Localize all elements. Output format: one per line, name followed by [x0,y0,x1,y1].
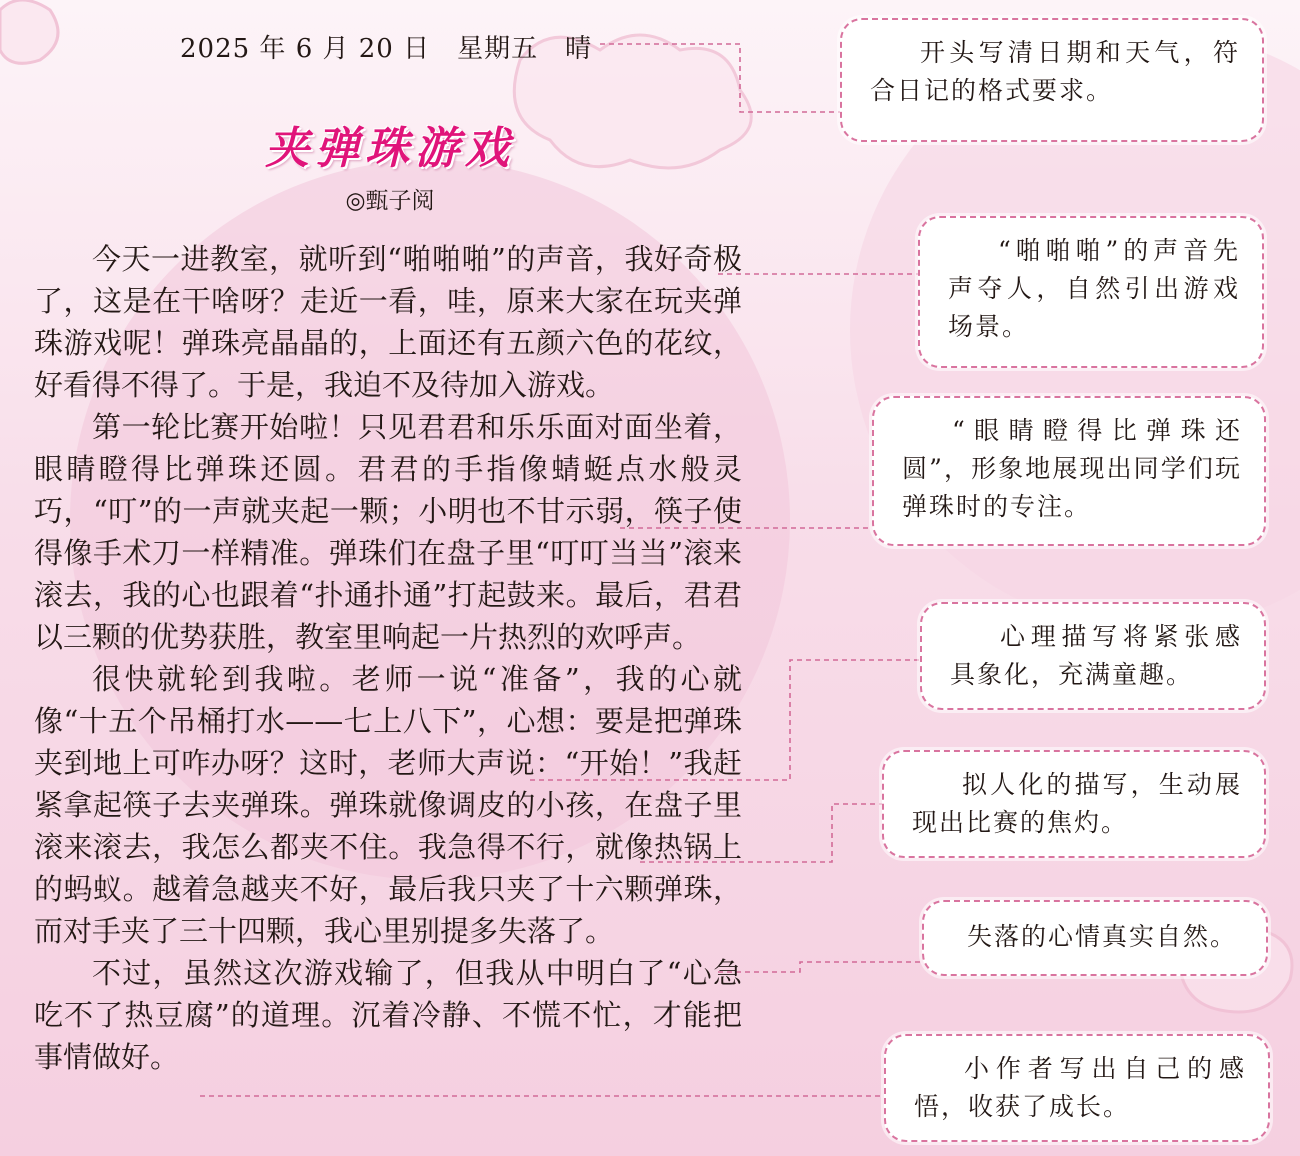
connector-disappointment [718,962,922,972]
diary-paragraph: 很快就轮到我啦。老师一说“准备”，我的心就像“十五个吊桶打水——七上八下”，心想：要是把弹珠夹到地上可咋办呀？这时，老师大声说：“开始！”我赶紧拿起筷子去夹弹珠。弹珠就像调皮的小孩，在盘子里滚来滚去，我怎么都夹不住。我急得不行，就像热锅上的蚂蚁。越着急越夹不好，最后我只夹了十六颗弹珠，而对手夹了三十四颗，我心里别提多失落了。 [34,662,742,948]
annotation-sound [918,216,1264,368]
annotation-text: 拟人化的描写，生动展现出比赛的焦灼。 [912,770,1242,837]
diary-title: 夹弹珠游戏 [265,123,515,174]
annotation-psychology [920,602,1266,710]
annotation-text: 开头写清日期和天气，符合日记的格式要求。 [870,38,1240,105]
annotation-text: 小作者写出自己的感悟，收获了成长。 [914,1054,1246,1121]
diary-paragraph: 第一轮比赛开始啦！只见君君和乐乐面对面坐着，眼睛瞪得比弹珠还圆。君君的手指像蜻蜓点水般灵巧，“叮”的一声就夹起一颗；小明也不甘示弱，筷子使得像手术刀一样精准。弹珠们在盘子里“叮叮当当”滚来滚去，我的心也跟着“扑通扑通”打起鼓来。最后，君君以三颗的优势获胜，教室里响起一片热烈的欢呼声。 [34,410,742,654]
annotation-text: 失落的心情真实自然。 [967,922,1238,951]
diary-body [34,238,742,1078]
diary-paragraph: 今天一进教室，就听到“啪啪啪”的声音，我好奇极了，这是在干啥呀？走近一看，哇，原来大家在玩夹弹珠游戏呢！弹珠亮晶晶的，上面还有五颜六色的花纹，好看得不得了。于是，我迫不及待加入游戏。 [34,242,742,402]
annotation-personification [882,750,1266,858]
annotation-text: 心理描写将紧张感具象化，充满童趣。 [950,622,1242,689]
connector-date [600,44,842,112]
diary-author: ◎甄子阅 [345,188,435,214]
annotation-date-format [840,18,1264,142]
annotation-insight [884,1034,1270,1142]
annotation-text: “啪啪啪”的声音先声夺人，自然引出游戏场景。 [948,236,1240,341]
annotation-text: “眼睛瞪得比弹珠还圆”，形象地展现出同学们玩弹珠时的专注。 [902,416,1242,521]
annotation-disappointment [922,900,1268,976]
diary-paragraph: 不过，虽然这次游戏输了，但我从中明白了“心急吃不了热豆腐”的道理。沉着冷静、不慌不忙，才能把事情做好。 [34,956,742,1074]
diary-date-weather: 2025 年 6 月 20 日 星期五 晴 [180,34,593,64]
annotation-eyes [872,396,1266,546]
